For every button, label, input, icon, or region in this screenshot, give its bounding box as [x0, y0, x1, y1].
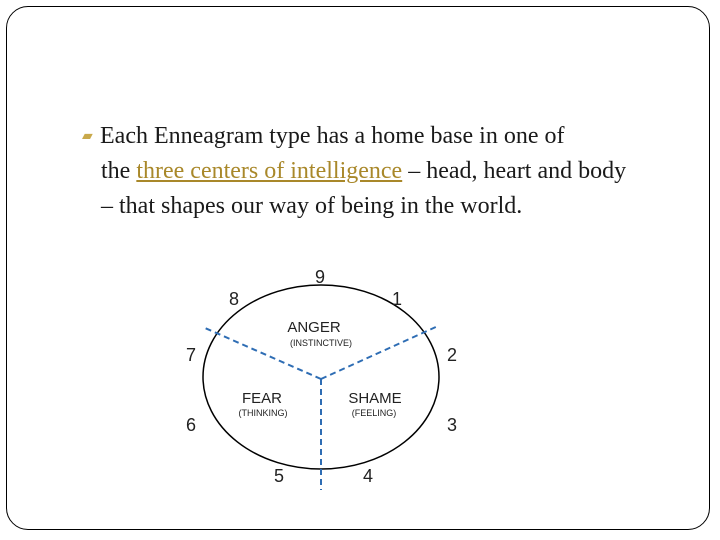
- center-label-fear: FEAR: [241, 390, 283, 407]
- point-number-9: 9: [314, 267, 326, 287]
- point-number-2: 2: [446, 345, 458, 365]
- center-sub-anger: (INSTINCTIVE): [290, 338, 352, 348]
- center-label-anger: ANGER: [287, 319, 341, 336]
- point-number-4: 4: [362, 466, 374, 486]
- bullet-text-line-1: Each Enneagram type has a home base in one of: [100, 123, 565, 149]
- center-sub-shame: (FEELING): [351, 408, 397, 418]
- point-number-3: 3: [446, 415, 458, 435]
- bullet-text-suffix: – head, heart and body: [402, 158, 627, 184]
- point-number-5: 5: [273, 466, 285, 486]
- point-number-8: 8: [228, 289, 240, 309]
- center-label-shame: SHAME: [348, 390, 402, 407]
- point-number-7: 7: [185, 345, 197, 365]
- center-sub-fear: (THINKING): [238, 408, 288, 418]
- point-number-1: 1: [391, 289, 403, 309]
- bullet-marker-icon: ▰: [82, 128, 93, 144]
- bullet-text-line-3: – that shapes our way of being in the world.: [101, 193, 523, 219]
- point-number-6: 6: [185, 415, 197, 435]
- centers-link[interactable]: three centers of intelligence: [136, 158, 403, 184]
- bullet-text-prefix: the: [101, 158, 137, 184]
